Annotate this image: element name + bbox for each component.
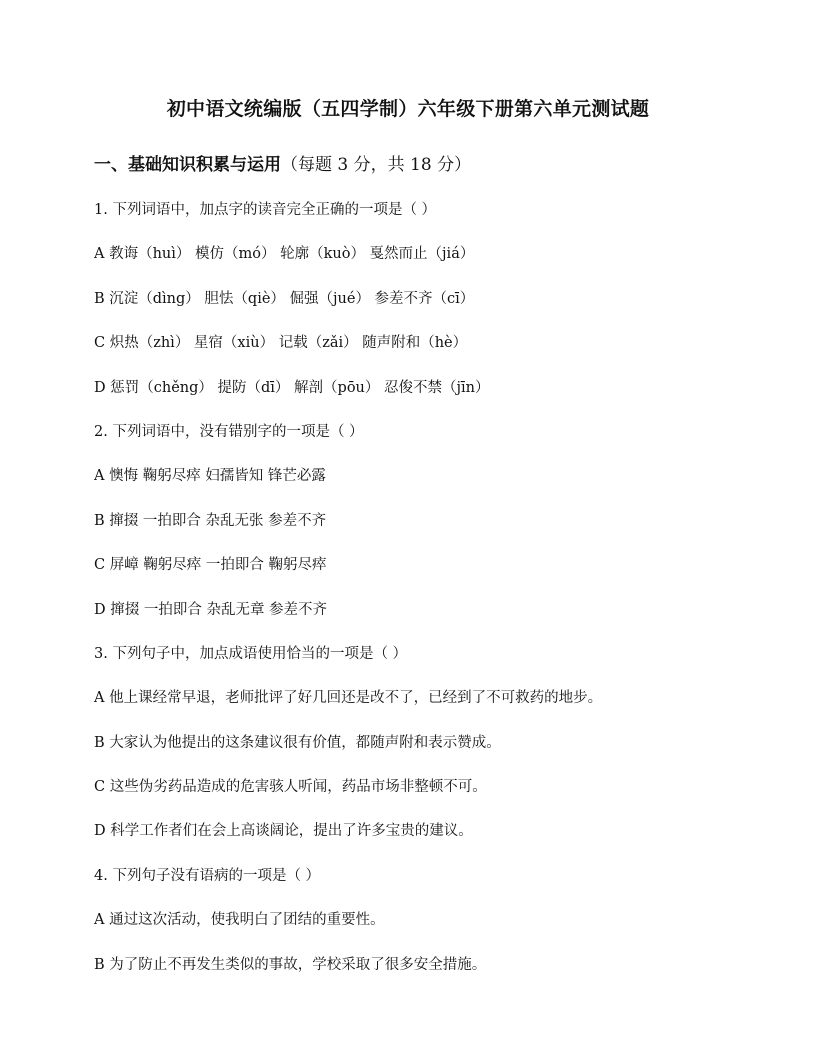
section-heading-text: 一、基础知识积累与运用 (94, 155, 281, 175)
section-heading (94, 150, 471, 175)
question-2-stem: 2. 下列词语中，没有错别字的一项是（ ） (94, 423, 364, 440)
question-3-option-a: A 他上课经常早退，老师批评了好几回还是改不了，已经到了不可救药的地步。 (94, 690, 603, 707)
question-2-option-a: A 懊悔 鞠躬尽瘁 妇孺皆知 锋芒必露 (94, 468, 326, 485)
question-3-stem: 3. 下列句子中，加点成语使用恰当的一项是（ ） (94, 645, 408, 662)
question-1-stem: 1. 下列词语中，加点字的读音完全正确的一项是（ ） (94, 202, 437, 218)
question-2-option-b: B 撺掇 一拍即合 杂乱无张 参差不齐 (94, 512, 327, 529)
question-1-option-d: D 惩罚（chěng） 提防（dī） 解剖（pōu） 忍俊不禁（jīn） (94, 379, 490, 396)
question-1-option-c: C 炽热（zhì） 星宿（xiù） 记载（zǎi） 随声附和（hè） (94, 335, 468, 352)
question-2-option-d: D 撺掇 一拍即合 杂乱无章 参差不齐 (94, 601, 328, 618)
question-1-option-b: B 沉淀（dìng） 胆怯（qiè） 倔强（jué） 参差不齐（cī） (94, 290, 475, 307)
question-4-option-b: B 为了防止不再发生类似的事故，学校采取了很多安全措施。 (94, 956, 487, 973)
section-score-note: （每题 3 分，共 18 分） (281, 155, 472, 175)
question-1-option-a: A 教诲（huì） 模仿（mó） 轮廓（kuò） 戛然而止（jiá） (94, 246, 475, 263)
question-3-option-c: C 这些伪劣药品造成的危害骇人听闻，药品市场非整顿不可。 (94, 779, 487, 796)
page-title: 初中语文统编版（五四学制）六年级下册第六单元测试题 (166, 98, 650, 120)
question-3-option-b: B 大家认为他提出的这条建议很有价值，都随声附和表示赞成。 (94, 734, 501, 751)
question-3-option-d: D 科学工作者们在会上高谈阔论，提出了许多宝贵的建议。 (94, 823, 473, 840)
question-4-stem: 4. 下列句子没有语病的一项是（ ） (94, 867, 321, 884)
question-list (94, 199, 774, 998)
question-2-option-c: C 屏嶂 鞠躬尽瘁 一拍即合 鞠躬尽瘁 (94, 557, 327, 574)
question-4-option-a: A 通过这次活动，使我明白了团结的重要性。 (94, 912, 385, 929)
